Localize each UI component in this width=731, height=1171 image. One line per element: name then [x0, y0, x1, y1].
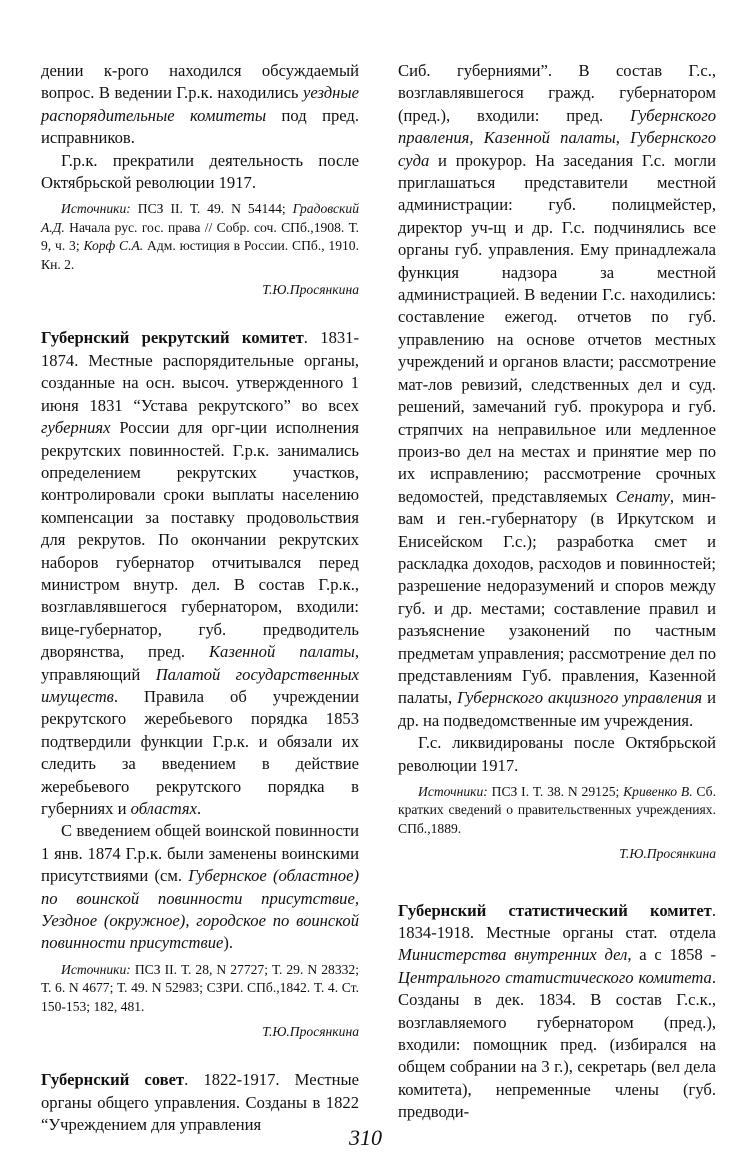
author-signature: Т.Ю.Просянкина	[262, 1024, 359, 1040]
sources-note: Источники: ПСЗ I. Т. 38. N 29125; Кривенко В. Сб. кратких сведений о правительственных учреждениях. СПб.,1889.	[398, 784, 716, 836]
entry-statistical-committee: Губернский статистический комитет. 1834-1918. Местные органы стат. отдела Министерства внутренних дел, а с 1858 - Центрального статистического комитета. Созданы в дек. 1834. В состав Г.с.к., возглавляемого губернатором (пред.), входили: помощник пред. (избирался на общем собрании на 3 г.), секретарь (вел дела комитета), непременные члены (губ. предводи-	[398, 900, 717, 1122]
entry-continuation: Сиб. губерниями”. В состав Г.с., возглавлявшегося гражд. губернатором (пред.), входили: пред. Губернского правления, Казенной палаты, Губернского суда и прокурор. На заседания Г.с. могли приглашаться представители местной администрации: губ. полицмейстер, директор уч-щ и др. Г.с. подчинялись все органы губ. управления. Ему принадлежала функция надзора за местной администрацией. В ведении Г.с. находились: составление ежегод. отчетов по губ. управлению на основе отчетов местных учреждений и органов власти; рассмотрение мат-лов ревизий, следственных дел и суд. решений, замечаний губ. прокурора и губ. стряпчих на неправильное или медленное произ-во дел на местах и принятие мер по их исправлению; рассмотрение срочных ведомостей, представляемых Сенату, мин-вам и ген.-губернатору (в Иркутском и Енисейском Г.с.); разработка смет и раскладка доходов, расходов и повинностей; разрешение недоразумений и споров между губ. и др. местами; составление правил и разъяснение узаконений по частным предметам управления; рассмотрение дел по представлениям Губ. правления, Казенной палаты, Губернского акцизного управления и др. на подведомственные им учреждения.	[398, 61, 716, 730]
sources-note: Источники: ПСЗ II. Т. 49. N 54144; Градовский А.Д. Начала рус. гос. права // Собр. соч. СПб.,1908. Т. 9, ч. 3; Корф С.А. Адм. юстиция в России. СПб., 1910. Кн. 2.	[41, 201, 360, 272]
entry-closing-paragraph: Г.с. ликвидированы после Октябрьской революции 1917.	[398, 733, 716, 775]
sources-note: Источники: ПСЗ II. Т. 28, N 27727; Т. 29. N 28332; Т. 6. N 4677; Т. 49. N 52983; СЗРИ. СПб.,1842. Т. 4. Ст. 150-153; 182, 481.	[41, 961, 359, 1014]
entry-closing-paragraph: Г.р.к. прекратили деятельность после Октябрьской революции 1917.	[41, 150, 359, 193]
entry-continuation: дении к-рого находился обсуждаемый вопрос. В ведении Г.р.к. находились уездные распорядительные комитеты под пред. исправников.	[41, 61, 359, 148]
entry-title: Губернский совет	[41, 1070, 185, 1090]
entry-title: Губернский рекрутский комитет	[41, 328, 304, 348]
right-column	[398, 60, 716, 1124]
page-number: 310	[349, 1125, 382, 1150]
entry-paragraph: С введением общей воинской повинности 1 янв. 1874 Г.р.к. были заменены воинскими присутствиями (см. Губернское (областное) по воинской повинности присутствие, Уездное (окружное), городское по воинской повинности присутствие).	[41, 821, 359, 953]
entry-title: Губернский статистический комитет	[398, 900, 712, 920]
entry-recruit-committee: Губернский рекрутский комитет. 1831-1874. Местные распорядительные органы, созданные на осн. высоч. утвержденного 1 июня 1831 “Устава рекрутского” во всех губерниях России для орг-ции исполнения рекрутских повинностей. Г.р.к. занимались определением рекрутских участков, контролировали сроки выплаты населению компенсации за поставку продовольствия для рекрутов. По окончании рекрутских наборов губернатор отчитывался перед министром внутр. дел. В состав Г.р.к., возглавлявшегося губернатором, входили: вице-губернатор, губ. предводитель дворянства, пред. Казенной палаты, управляющий Палатой государственных имуществ. Правила об учреждении рекрутского жеребьевого порядка 1853 подтвердили функции Г.р.к. и обязали их следить за введением в действие жеребьевого рекрутского порядка в губерниях и областях.	[41, 328, 360, 818]
entry-governorate-council: Губернский совет. 1822-1917. Местные органы общего управления. Созданы в 1822 “Учреждением для управления	[41, 1070, 359, 1135]
left-column	[41, 60, 359, 1137]
author-signature: Т.Ю.Просянкина	[262, 282, 359, 298]
author-signature: Т.Ю.Просянкина	[619, 846, 716, 862]
